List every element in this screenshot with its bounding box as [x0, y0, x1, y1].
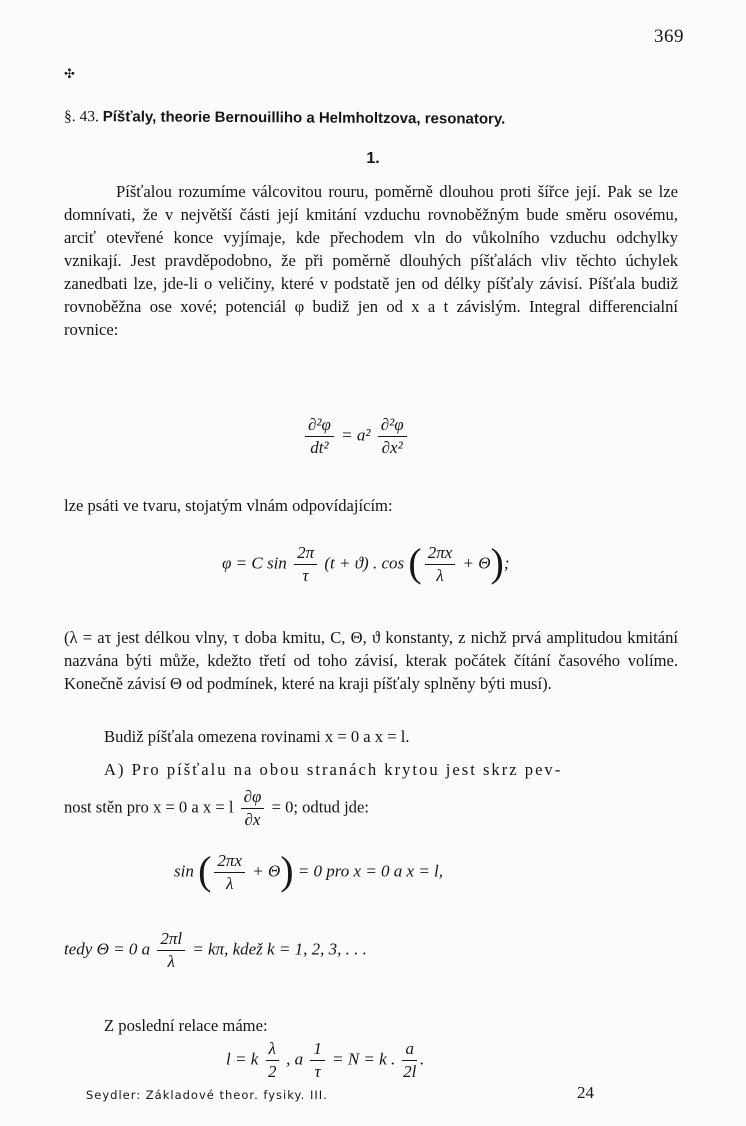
equation-length: l = k $\frac{\lambda}{2}$ , a $\frac{1}{\tau}$ = N = k . $\frac{a}{2l}$ . — [226, 1039, 425, 1081]
paragraph-intro: Píšťalou rozumíme válcovitou rouru, poměrně dlouhou proti šířce její. Pak se lze domnívati, že v největší části její kmitání vzduchu rovnoběžným bude směru osovému, arciť otevřené konce vyjímaje, kde přechodem vln do vůkolního vzduchu odchylky vznikají. Jest pravděpodobno, že při poměrně dlouhých píšťalách vliv těchto úchylek zanedbati lze, jde-li o veličiny, které v podstatě jen od délky píšťaly závisí. Píšťala budiž rovnoběžna ose xové; potenciál φ budiž jen od x a t závislým. Integral differencialní rovnice: — [64, 182, 678, 339]
section-prefix: §. 43. — [63, 108, 99, 126]
paragraph-definitions: (λ = aτ jest délkou vlny, τ doba kmitu, C, Θ, ϑ konstanty, z nichž prvá amplitudou kmitání nazvána býti může, kdežto třetí od toho závisí, kterak počátek čítání časového volíme. Konečně závisí Θ od podmínek, které na kraji píšťaly splněny býti musí). — [64, 628, 678, 693]
footer-citation: Seydler: Základové theor. fysiky. III. — [86, 1088, 328, 1102]
paragraph-case-a: A) Pro píšťalu na obou stranách krytou jest skrz pev- — [104, 760, 563, 779]
equation-boundary: sin ( $\frac{2\pi x}{\lambda}$ + Θ) = 0 pro x = 0 a x = l, — [174, 847, 444, 893]
printer-mark-icon: ✣ — [64, 66, 75, 81]
page-number: 369 — [654, 26, 684, 47]
equation-standing-wave: φ = C sin $\frac{2\pi}{\tau}$ (t + ϑ) . cos ( $\frac{2\pi x}{\lambda}$ + Θ); — [222, 539, 510, 585]
fraction: $\frac{\text{∂²φ}}{\text{dt²}}$ — [305, 414, 334, 459]
equation-solution: tedy Θ = 0 a $\frac{2\pi l}{\lambda}$ = kπ, kdež k = 1, 2, 3, . . . — [64, 929, 367, 971]
section-title: Píšťaly, theorie Bernouilliho a Helmholtzova, resonatory. — [102, 108, 506, 128]
equation-wave: $\frac{\text{∂²φ}}{\text{dt²}}$ = a² $\frac{\text{∂²φ}}{\text{∂x²}}$ — [302, 414, 410, 459]
footer-signature-number: 24 — [577, 1083, 594, 1102]
fraction: $\frac{\text{∂²φ}}{\text{∂x²}}$ — [378, 414, 407, 459]
paragraph-boundaries: Budiž píšťala omezena rovinami x = 0 a x = l. — [104, 727, 410, 746]
paragraph-case-a-cont: nost stěn pro x = 0 a x = l $\frac{\partial\varphi}{\partial x}$ = 0; odtud jde: — [64, 787, 369, 829]
paragraph-relation: Z poslední relace máme: — [104, 1016, 268, 1035]
subsection-number: 1. — [366, 150, 380, 167]
section-heading — [64, 108, 684, 130]
paragraph-form: lze psáti ve tvaru, stojatým vlnám odpovídajícím: — [64, 496, 393, 515]
